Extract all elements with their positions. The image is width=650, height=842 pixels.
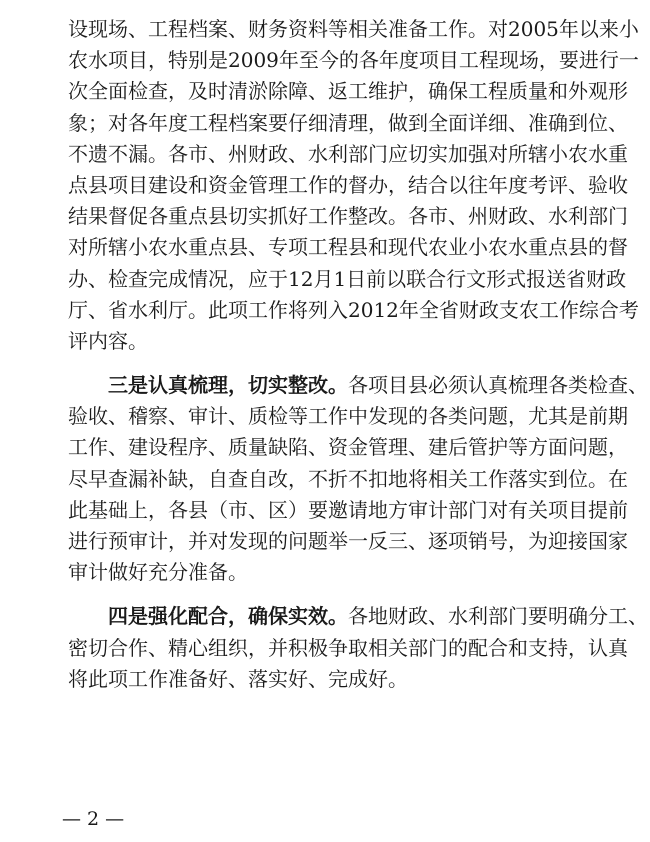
document-page xyxy=(68,14,648,695)
text-line: 厅、省水利厅。此项工作将列入2012年全省财政支农工作综合考 xyxy=(68,297,639,322)
text-line: 将此项工作准备好、落实好、完成好。 xyxy=(68,666,408,691)
text-span: 各项目县必须认真梳理各类检查、 xyxy=(348,373,648,398)
text-line: 工作、建设程序、质量缺陷、资金管理、建后管护等方面问题， xyxy=(68,435,628,460)
text-line: 审计做好充分准备。 xyxy=(68,560,248,585)
page-number: — 2 — xyxy=(62,808,125,830)
text-line: 农水项目，特别是2009年至今的各年度项目工程现场，要进行一 xyxy=(68,48,639,73)
text-line: 对所辖小农水重点县、专项工程县和现代农业小农水重点县的督 xyxy=(68,235,628,260)
text-line: 尽早查漏补缺，自查自改，不折不扣地将相关工作落实到位。在 xyxy=(68,466,628,491)
text-line: 结果督促各重点县切实抓好工作整改。各市、州财政、水利部门 xyxy=(68,204,628,229)
section-heading: 三是认真梳理，切实整改。 xyxy=(108,373,348,398)
text-line: 点县项目建设和资金管理工作的督办，结合以往年度考评、验收 xyxy=(68,172,628,197)
paragraph-preparation-work xyxy=(68,14,639,357)
text-line: 此基础上，各县（市、区）要邀请地方审计部门对有关项目提前 xyxy=(68,497,628,522)
text-line xyxy=(68,370,648,401)
text-line: 设现场、工程档案、财务资料等相关准备工作。对2005年以来小 xyxy=(68,17,639,41)
text-line: 评内容。 xyxy=(68,328,148,353)
text-line: 密切合作、精心组织，并积极争取相关部门的配合和支持，认真 xyxy=(68,635,628,660)
text-line: 办、检查完成情况，应于12月1日前以联合行文形式报送省财政 xyxy=(68,266,627,291)
text-line xyxy=(68,601,648,632)
text-line: 验收、稽察、审计、质检等工作中发现的各类问题，尤其是前期 xyxy=(68,404,628,429)
text-line: 进行预审计，并对发现的问题举一反三、逐项销号，为迎接国家 xyxy=(68,529,628,553)
text-line: 次全面检查，及时清淤除障、返工维护，确保工程质量和外观形 xyxy=(68,79,628,104)
section-heading: 四是强化配合，确保实效。 xyxy=(108,604,348,629)
text-line: 不遗不漏。各市、州财政、水利部门应切实加强对所辖小农水重 xyxy=(68,141,628,166)
paragraph-cooperation xyxy=(68,601,648,695)
text-span: 各地财政、水利部门要明确分工、 xyxy=(348,604,648,629)
paragraph-rectification xyxy=(68,370,648,588)
text-line: 象；对各年度工程档案要仔细清理，做到全面详细、准确到位、 xyxy=(68,110,628,135)
